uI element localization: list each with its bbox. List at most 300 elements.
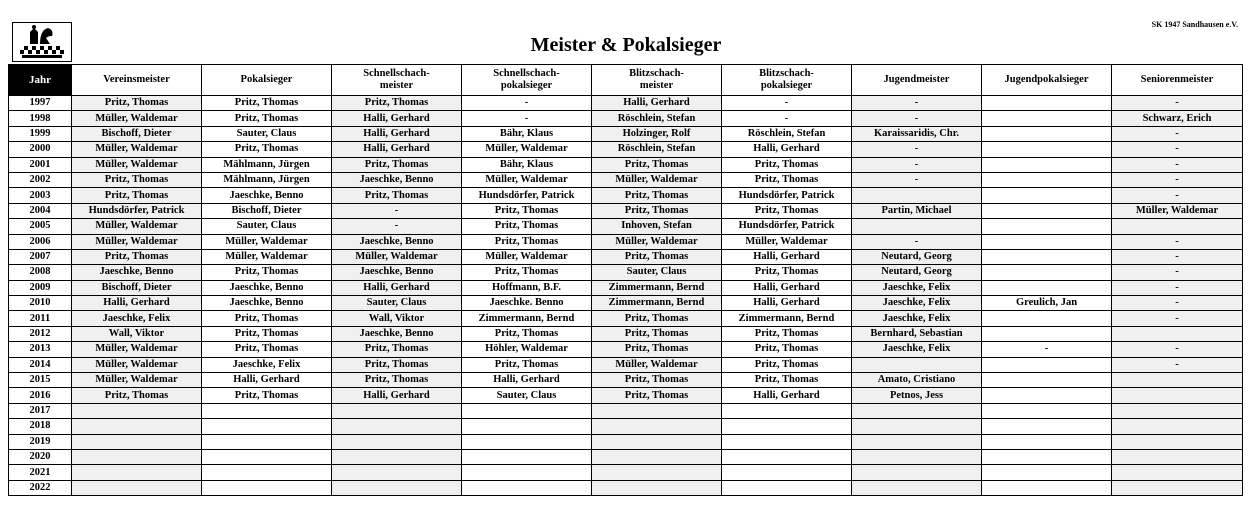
table-row bbox=[9, 188, 1243, 203]
table-cell: Müller, Waldemar bbox=[72, 342, 202, 357]
table-cell: Jaeschke, Benno bbox=[202, 280, 332, 295]
table-cell: Halli, Gerhard bbox=[332, 280, 462, 295]
table-cell: Bähr, Klaus bbox=[462, 126, 592, 141]
table-cell: Müller, Waldemar bbox=[72, 142, 202, 157]
table-row bbox=[9, 172, 1243, 187]
table-cell: Röschlein, Stefan bbox=[592, 142, 722, 157]
table-cell: Sauter, Claus bbox=[462, 388, 592, 403]
table-cell bbox=[332, 434, 462, 449]
table-cell: Pritz, Thomas bbox=[72, 172, 202, 187]
table-cell bbox=[462, 480, 592, 495]
table-cell: Pritz, Thomas bbox=[722, 265, 852, 280]
table-cell: Wall, Viktor bbox=[72, 326, 202, 341]
table-cell: Petnos, Jess bbox=[852, 388, 982, 403]
table-cell bbox=[1112, 434, 1243, 449]
column-header-label: Vereinsmeister bbox=[103, 74, 170, 85]
table-cell: Röschlein, Stefan bbox=[722, 126, 852, 141]
column-header bbox=[982, 65, 1112, 96]
table-cell bbox=[722, 465, 852, 480]
table-cell bbox=[982, 373, 1112, 388]
table-cell: Pritz, Thomas bbox=[592, 157, 722, 172]
year-cell: 2021 bbox=[9, 465, 72, 480]
table-row bbox=[9, 419, 1243, 434]
table-cell: Müller, Waldemar bbox=[592, 172, 722, 187]
table-cell: Zimmermann, Bernd bbox=[462, 311, 592, 326]
table-cell: Pritz, Thomas bbox=[72, 249, 202, 264]
table-cell: Müller, Waldemar bbox=[72, 373, 202, 388]
year-cell: 2007 bbox=[9, 249, 72, 264]
table-row bbox=[9, 265, 1243, 280]
table-cell: - bbox=[852, 111, 982, 126]
table-cell bbox=[982, 326, 1112, 341]
table-cell: Pritz, Thomas bbox=[592, 388, 722, 403]
table-row bbox=[9, 203, 1243, 218]
table-cell: Pritz, Thomas bbox=[592, 249, 722, 264]
year-cell: 1998 bbox=[9, 111, 72, 126]
table-cell: Pritz, Thomas bbox=[202, 265, 332, 280]
table-cell bbox=[852, 219, 982, 234]
table-cell: Hoffmann, B.F. bbox=[462, 280, 592, 295]
year-cell: 2000 bbox=[9, 142, 72, 157]
table-row bbox=[9, 157, 1243, 172]
table-cell: Pritz, Thomas bbox=[462, 219, 592, 234]
table-cell: - bbox=[1112, 357, 1243, 372]
table-cell bbox=[1112, 326, 1243, 341]
table-cell bbox=[982, 172, 1112, 187]
column-header-year bbox=[9, 65, 72, 96]
table-cell bbox=[852, 480, 982, 495]
table-cell: Halli, Gerhard bbox=[332, 142, 462, 157]
table-cell bbox=[202, 403, 332, 418]
table-cell bbox=[982, 142, 1112, 157]
year-cell: 2019 bbox=[9, 434, 72, 449]
table-cell bbox=[202, 449, 332, 464]
table-cell bbox=[462, 403, 592, 418]
table-cell: Pritz, Thomas bbox=[722, 172, 852, 187]
table-cell: Pritz, Thomas bbox=[72, 388, 202, 403]
year-cell: 2008 bbox=[9, 265, 72, 280]
table-cell: Pritz, Thomas bbox=[462, 234, 592, 249]
column-header bbox=[462, 65, 592, 96]
table-cell: Halli, Gerhard bbox=[592, 96, 722, 111]
table-cell: Pritz, Thomas bbox=[722, 373, 852, 388]
table-row bbox=[9, 326, 1243, 341]
table-cell: - bbox=[1112, 157, 1243, 172]
column-header-label: pokalsieger bbox=[760, 80, 813, 91]
table-cell: Neutard, Georg bbox=[852, 265, 982, 280]
table-cell bbox=[1112, 219, 1243, 234]
table-cell bbox=[72, 480, 202, 495]
table-cell: Müller, Waldemar bbox=[462, 249, 592, 264]
table-cell bbox=[202, 419, 332, 434]
table-cell bbox=[332, 419, 462, 434]
table-cell: Pritz, Thomas bbox=[202, 142, 332, 157]
table-cell: Mählmann, Jürgen bbox=[202, 157, 332, 172]
table-cell: Halli, Gerhard bbox=[332, 111, 462, 126]
table-cell: Pritz, Thomas bbox=[332, 188, 462, 203]
column-header-label: Blitzschach- bbox=[759, 68, 814, 79]
table-cell: Halli, Gerhard bbox=[462, 373, 592, 388]
year-cell: 2001 bbox=[9, 157, 72, 172]
table-cell: - bbox=[462, 111, 592, 126]
table-cell: Pritz, Thomas bbox=[722, 326, 852, 341]
table-cell: Greulich, Jan bbox=[982, 296, 1112, 311]
table-cell bbox=[982, 388, 1112, 403]
table-cell: Müller, Waldemar bbox=[202, 234, 332, 249]
table-cell: - bbox=[722, 111, 852, 126]
table-cell bbox=[1112, 480, 1243, 495]
table-cell: - bbox=[332, 203, 462, 218]
table-cell: Müller, Waldemar bbox=[72, 219, 202, 234]
table-cell: Bähr, Klaus bbox=[462, 157, 592, 172]
column-header bbox=[592, 65, 722, 96]
table-cell: Pritz, Thomas bbox=[332, 96, 462, 111]
table-cell: Bischoff, Dieter bbox=[72, 126, 202, 141]
year-cell: 2012 bbox=[9, 326, 72, 341]
table-cell: Jaeschke, Felix bbox=[852, 296, 982, 311]
table-row bbox=[9, 449, 1243, 464]
year-cell: 2004 bbox=[9, 203, 72, 218]
table-cell: Müller, Waldemar bbox=[202, 249, 332, 264]
column-header-label: Jugendmeister bbox=[883, 74, 950, 85]
column-header-label: meister bbox=[379, 80, 414, 91]
table-cell: - bbox=[1112, 280, 1243, 295]
table-cell bbox=[852, 449, 982, 464]
table-cell: Karaissaridis, Chr. bbox=[852, 126, 982, 141]
table-cell bbox=[982, 311, 1112, 326]
table-row bbox=[9, 434, 1243, 449]
year-cell: 2014 bbox=[9, 357, 72, 372]
table-cell: Jaeschke, Felix bbox=[72, 311, 202, 326]
table-row bbox=[9, 388, 1243, 403]
table-cell bbox=[1112, 465, 1243, 480]
table-cell: Pritz, Thomas bbox=[592, 326, 722, 341]
table-cell: Partin, Michael bbox=[852, 203, 982, 218]
table-cell: Jaeschke, Benno bbox=[202, 296, 332, 311]
table-cell: Pritz, Thomas bbox=[592, 203, 722, 218]
table-cell: Pritz, Thomas bbox=[332, 373, 462, 388]
table-cell: Wall, Viktor bbox=[332, 311, 462, 326]
table-cell: Pritz, Thomas bbox=[722, 157, 852, 172]
table-cell bbox=[852, 188, 982, 203]
table-cell bbox=[592, 403, 722, 418]
table-cell: Pritz, Thomas bbox=[462, 326, 592, 341]
table-row bbox=[9, 342, 1243, 357]
column-header-label: meister bbox=[639, 80, 674, 91]
column-header-label: Seniorenmeister bbox=[1140, 74, 1214, 85]
table-cell: Pritz, Thomas bbox=[722, 357, 852, 372]
table-cell: Hundsdörfer, Patrick bbox=[72, 203, 202, 218]
year-cell: 2017 bbox=[9, 403, 72, 418]
table-cell: Bernhard, Sebastian bbox=[852, 326, 982, 341]
table-cell: - bbox=[1112, 96, 1243, 111]
table-cell bbox=[592, 480, 722, 495]
table-cell bbox=[72, 419, 202, 434]
table-row bbox=[9, 403, 1243, 418]
table-cell: Hundsdörfer, Patrick bbox=[462, 188, 592, 203]
table-cell bbox=[982, 357, 1112, 372]
table-cell: Pritz, Thomas bbox=[332, 357, 462, 372]
table-cell: Pritz, Thomas bbox=[72, 96, 202, 111]
table-cell bbox=[202, 480, 332, 495]
table-cell: Jaeschke, Benno bbox=[202, 188, 332, 203]
table-cell bbox=[722, 434, 852, 449]
table-cell bbox=[1112, 449, 1243, 464]
table-cell: Jaeschke, Benno bbox=[332, 326, 462, 341]
table-row bbox=[9, 357, 1243, 372]
table-cell: Amato, Cristiano bbox=[852, 373, 982, 388]
year-cell: 1999 bbox=[9, 126, 72, 141]
table-cell: Pritz, Thomas bbox=[722, 203, 852, 218]
table-cell: Müller, Waldemar bbox=[592, 234, 722, 249]
table-cell: Jaeschke, Benno bbox=[332, 172, 462, 187]
table-cell: Inhoven, Stefan bbox=[592, 219, 722, 234]
table-row bbox=[9, 296, 1243, 311]
table-cell: Zimmermann, Bernd bbox=[592, 296, 722, 311]
year-cell: 2005 bbox=[9, 219, 72, 234]
table-cell bbox=[462, 434, 592, 449]
table-cell: Schwarz, Erich bbox=[1112, 111, 1243, 126]
table-cell bbox=[332, 480, 462, 495]
table-cell bbox=[982, 265, 1112, 280]
table-cell: Halli, Gerhard bbox=[722, 280, 852, 295]
column-header-label: pokalsieger bbox=[500, 80, 553, 91]
table-cell: Pritz, Thomas bbox=[462, 357, 592, 372]
table-cell: Sauter, Claus bbox=[592, 265, 722, 280]
table-cell bbox=[852, 419, 982, 434]
table-cell bbox=[1112, 388, 1243, 403]
table-cell: Pritz, Thomas bbox=[592, 311, 722, 326]
table-cell: - bbox=[1112, 234, 1243, 249]
table-cell: Halli, Gerhard bbox=[722, 142, 852, 157]
table-row bbox=[9, 465, 1243, 480]
table-cell: Jaeschke, Felix bbox=[852, 280, 982, 295]
table-row bbox=[9, 234, 1243, 249]
table-row bbox=[9, 96, 1243, 111]
year-cell: 2002 bbox=[9, 172, 72, 187]
table-cell: Pritz, Thomas bbox=[202, 96, 332, 111]
table-cell: Jaeschke, Felix bbox=[852, 342, 982, 357]
table-cell: Hundsdörfer, Patrick bbox=[722, 188, 852, 203]
table-cell: Halli, Gerhard bbox=[202, 373, 332, 388]
table-cell bbox=[72, 434, 202, 449]
table-cell bbox=[982, 96, 1112, 111]
table-cell: - bbox=[1112, 311, 1243, 326]
table-cell bbox=[982, 403, 1112, 418]
table-cell bbox=[982, 449, 1112, 464]
table-cell bbox=[982, 419, 1112, 434]
club-name: SK 1947 Sandhausen e.V. bbox=[1151, 20, 1238, 29]
column-header-label: Pokalsieger bbox=[240, 74, 293, 85]
table-cell bbox=[1112, 373, 1243, 388]
table-cell: - bbox=[1112, 172, 1243, 187]
table-cell: Halli, Gerhard bbox=[722, 249, 852, 264]
table-cell: - bbox=[982, 342, 1112, 357]
table-cell bbox=[852, 465, 982, 480]
table-cell bbox=[722, 480, 852, 495]
table-cell: - bbox=[1112, 126, 1243, 141]
year-cell: 2016 bbox=[9, 388, 72, 403]
table-cell: Röschlein, Stefan bbox=[592, 111, 722, 126]
table-cell bbox=[462, 419, 592, 434]
table-cell: - bbox=[1112, 296, 1243, 311]
table-cell: Sauter, Claus bbox=[202, 219, 332, 234]
table-cell: - bbox=[1112, 342, 1243, 357]
column-header-label: Schnellschach- bbox=[493, 68, 560, 79]
table-cell bbox=[722, 419, 852, 434]
column-header-label: Jahr bbox=[29, 74, 51, 86]
table-cell: - bbox=[852, 142, 982, 157]
table-cell bbox=[592, 449, 722, 464]
table-cell: Halli, Gerhard bbox=[332, 388, 462, 403]
year-cell: 2022 bbox=[9, 480, 72, 495]
table-cell: Jaeschke, Benno bbox=[332, 265, 462, 280]
table-cell bbox=[592, 434, 722, 449]
table-cell: Sauter, Claus bbox=[332, 296, 462, 311]
year-cell: 2015 bbox=[9, 373, 72, 388]
table-cell: Müller, Waldemar bbox=[462, 142, 592, 157]
table-cell: Pritz, Thomas bbox=[462, 265, 592, 280]
table-cell: Mählmann, Jürgen bbox=[202, 172, 332, 187]
table-cell: Pritz, Thomas bbox=[332, 342, 462, 357]
table-cell: Bischoff, Dieter bbox=[202, 203, 332, 218]
table-cell bbox=[982, 111, 1112, 126]
table-row bbox=[9, 142, 1243, 157]
table-cell: Pritz, Thomas bbox=[592, 342, 722, 357]
table-cell: - bbox=[1112, 249, 1243, 264]
table-cell bbox=[72, 449, 202, 464]
table-cell: Pritz, Thomas bbox=[202, 388, 332, 403]
column-header-label: Schnellschach- bbox=[363, 68, 430, 79]
table-cell: Pritz, Thomas bbox=[202, 342, 332, 357]
table-cell: Pritz, Thomas bbox=[592, 188, 722, 203]
column-header bbox=[852, 65, 982, 96]
table-row bbox=[9, 480, 1243, 495]
table-row bbox=[9, 219, 1243, 234]
table-cell bbox=[332, 403, 462, 418]
table-cell: Pritz, Thomas bbox=[202, 311, 332, 326]
table-row bbox=[9, 249, 1243, 264]
table-cell bbox=[592, 419, 722, 434]
table-cell bbox=[982, 280, 1112, 295]
table-cell bbox=[852, 357, 982, 372]
table-cell: Hundsdörfer, Patrick bbox=[722, 219, 852, 234]
table-cell: Pritz, Thomas bbox=[462, 203, 592, 218]
champions-table bbox=[8, 64, 1243, 496]
column-header bbox=[332, 65, 462, 96]
column-header bbox=[202, 65, 332, 96]
year-cell: 2020 bbox=[9, 449, 72, 464]
table-cell: Jaeschke, Felix bbox=[852, 311, 982, 326]
table-cell: Müller, Waldemar bbox=[1112, 203, 1243, 218]
page-title: Meister & Pokalsieger bbox=[530, 34, 722, 56]
table-cell: Jaeschke, Benno bbox=[332, 234, 462, 249]
year-cell: 2010 bbox=[9, 296, 72, 311]
table-cell bbox=[852, 403, 982, 418]
column-header bbox=[1112, 65, 1243, 96]
table-cell bbox=[982, 480, 1112, 495]
year-cell: 1997 bbox=[9, 96, 72, 111]
table-cell: Müller, Waldemar bbox=[72, 157, 202, 172]
table-cell: Müller, Waldemar bbox=[332, 249, 462, 264]
table-cell: - bbox=[1112, 142, 1243, 157]
table-cell: Müller, Waldemar bbox=[462, 172, 592, 187]
table-cell: Jaeschke, Felix bbox=[202, 357, 332, 372]
table-cell: - bbox=[462, 96, 592, 111]
column-header-label: Blitzschach- bbox=[629, 68, 684, 79]
table-cell: - bbox=[852, 157, 982, 172]
table-cell bbox=[982, 157, 1112, 172]
table-cell: Zimmermann, Bernd bbox=[592, 280, 722, 295]
table-cell: Pritz, Thomas bbox=[722, 342, 852, 357]
column-header bbox=[722, 65, 852, 96]
year-cell: 2018 bbox=[9, 419, 72, 434]
table-cell: Halli, Gerhard bbox=[72, 296, 202, 311]
table-cell bbox=[722, 449, 852, 464]
table-cell: - bbox=[852, 96, 982, 111]
table-cell bbox=[982, 219, 1112, 234]
column-header bbox=[72, 65, 202, 96]
table-cell: - bbox=[332, 219, 462, 234]
year-cell: 2011 bbox=[9, 311, 72, 326]
table-cell: Müller, Waldemar bbox=[592, 357, 722, 372]
table-cell: Müller, Waldemar bbox=[72, 357, 202, 372]
table-cell: Pritz, Thomas bbox=[592, 373, 722, 388]
year-cell: 2013 bbox=[9, 342, 72, 357]
table-cell bbox=[982, 465, 1112, 480]
table-cell bbox=[982, 249, 1112, 264]
table-cell bbox=[1112, 419, 1243, 434]
table-cell bbox=[982, 203, 1112, 218]
table-cell: Halli, Gerhard bbox=[722, 296, 852, 311]
table-cell bbox=[72, 465, 202, 480]
table-cell: - bbox=[1112, 265, 1243, 280]
table-cell: - bbox=[722, 96, 852, 111]
table-cell: Holzinger, Rolf bbox=[592, 126, 722, 141]
table-cell bbox=[72, 403, 202, 418]
table-cell: Müller, Waldemar bbox=[72, 234, 202, 249]
table-cell bbox=[332, 449, 462, 464]
table-cell: Jaeschke, Benno bbox=[72, 265, 202, 280]
table-cell: Pritz, Thomas bbox=[72, 188, 202, 203]
table-cell bbox=[462, 465, 592, 480]
table-row bbox=[9, 280, 1243, 295]
table-cell: - bbox=[852, 234, 982, 249]
table-cell: Zimmermann, Bernd bbox=[722, 311, 852, 326]
table-cell: Pritz, Thomas bbox=[202, 111, 332, 126]
table-cell bbox=[202, 465, 332, 480]
table-cell: - bbox=[1112, 188, 1243, 203]
table-cell: Höhler, Waldemar bbox=[462, 342, 592, 357]
year-cell: 2006 bbox=[9, 234, 72, 249]
table-cell bbox=[982, 434, 1112, 449]
table-cell bbox=[202, 434, 332, 449]
table-row bbox=[9, 311, 1243, 326]
year-cell: 2009 bbox=[9, 280, 72, 295]
table-row bbox=[9, 111, 1243, 126]
table-row bbox=[9, 373, 1243, 388]
table-cell: Pritz, Thomas bbox=[332, 157, 462, 172]
table-cell: Müller, Waldemar bbox=[72, 111, 202, 126]
table-row bbox=[9, 126, 1243, 141]
table-cell: Pritz, Thomas bbox=[202, 326, 332, 341]
table-cell: Halli, Gerhard bbox=[722, 388, 852, 403]
table-cell: Neutard, Georg bbox=[852, 249, 982, 264]
table-cell: Jaeschke. Benno bbox=[462, 296, 592, 311]
table-cell bbox=[722, 403, 852, 418]
table-cell: Sauter, Claus bbox=[202, 126, 332, 141]
year-cell: 2003 bbox=[9, 188, 72, 203]
